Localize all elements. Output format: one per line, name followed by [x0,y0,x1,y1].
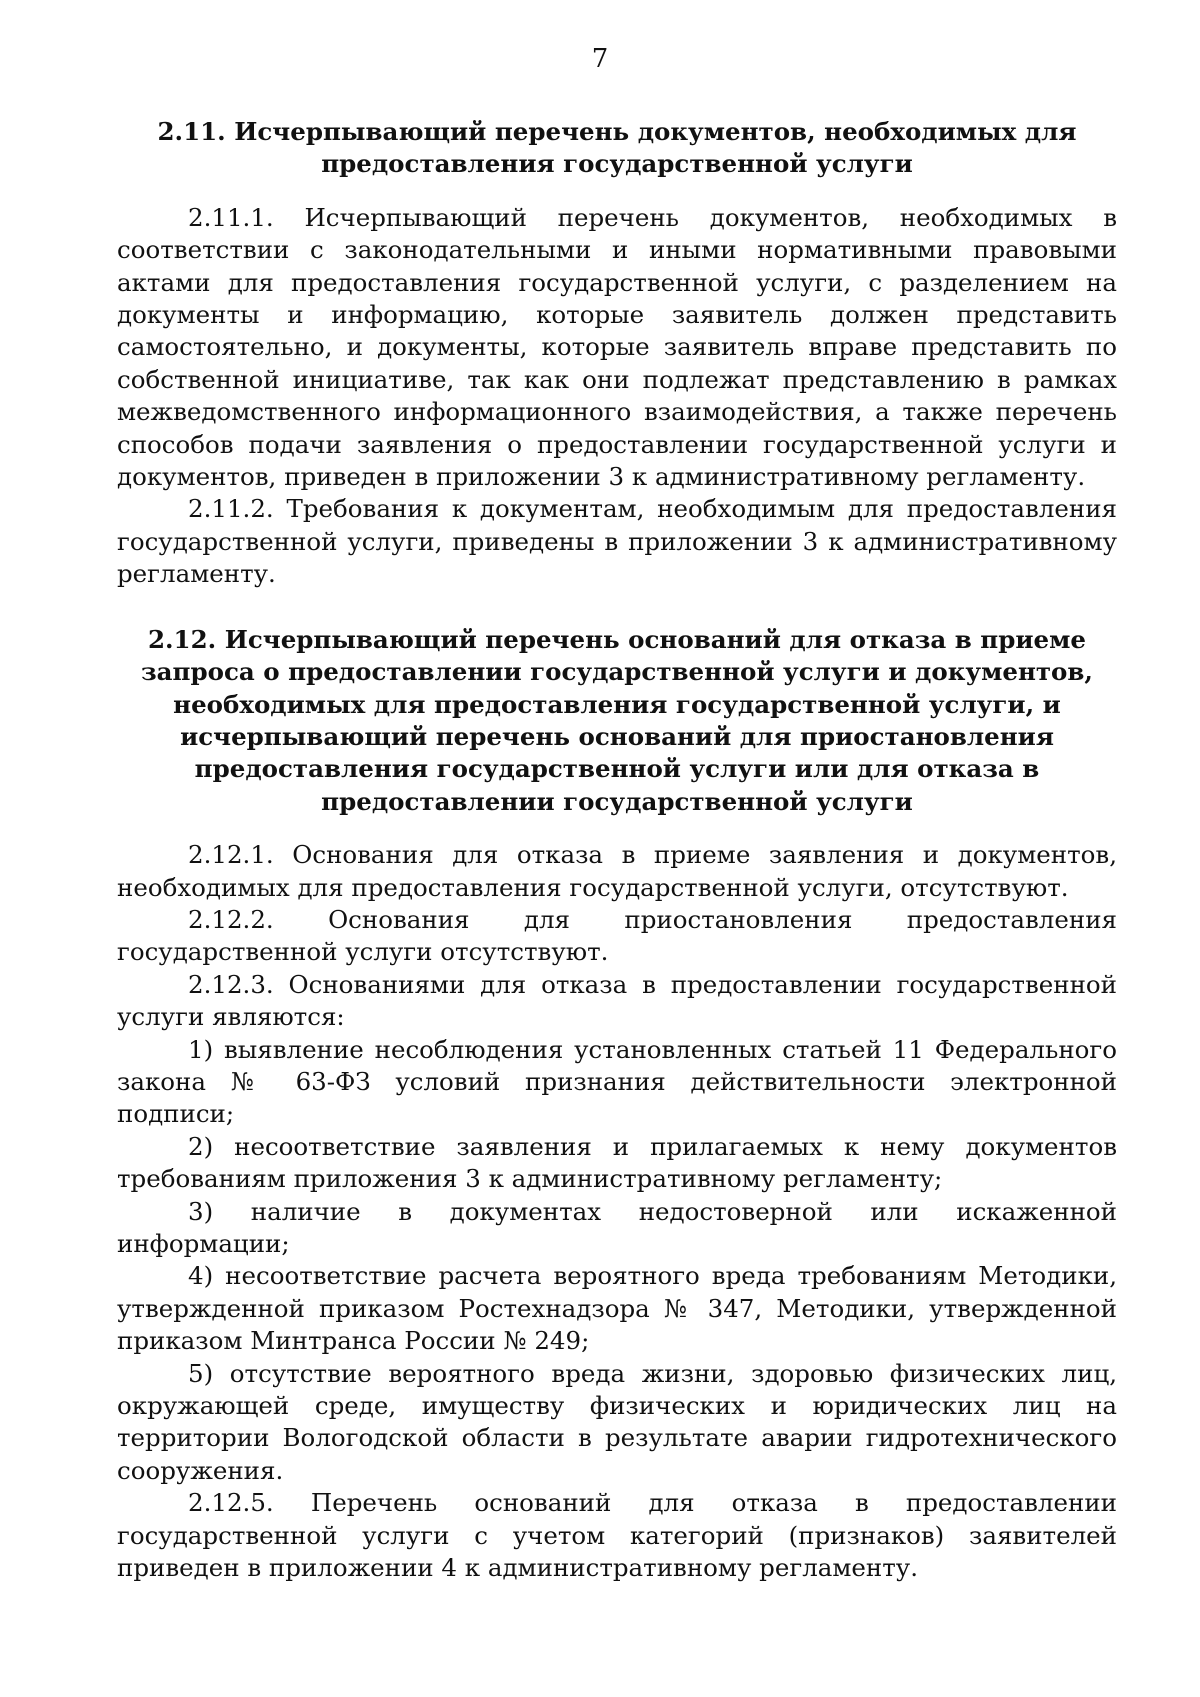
paragraph-2-12-1: 2.12.1. Основания для отказа в приеме заявления и документов, необходимых для предоставления государственной услуги, отсутствуют. [117,840,1117,902]
paragraph-2-11-2: 2.11.2. Требования к документам, необходимым для предоставления государственной услуги, приведены в приложении 3 к административному регламенту. [117,494,1117,589]
document-body [117,116,1117,1584]
paragraph-2-11-1: 2.11.1. Исчерпывающий перечень документов, необходимых в соответствии с законодательными и иными нормативными правовыми актами для предоставления государственной услуги, с разделением на документы и информацию, которые заявитель должен представить самостоятельно, и документы, которые заявитель вправе представить по собственной инициативе, так как они подлежат представлению в рамках межведомственного информационного взаимодействия, а также перечень способов подачи заявления о предоставлении государственной услуги и документов, приведен в приложении 3 к административному регламенту. [117,202,1117,492]
page-number: 7 [591,44,609,74]
list-item-1: 1) выявление несоблюдения установленных статьей 11 Федерального закона № 63-ФЗ условий признания действительности электронной подписи; [117,1034,1117,1129]
list-item-4: 4) несоответствие расчета вероятного вреда требованиям Методики, утвержденной приказом Ростехнадзора № 347, Методики, утвержденной приказом Минтранса России № 249; [117,1261,1117,1356]
paragraph-2-12-2: 2.12.2. Основания для приостановления предоставления государственной услуги отсутствуют. [117,904,1117,967]
paragraph-2-12-5: 2.12.5. Перечень оснований для отказа в предоставлении государственной услуги с учетом категорий (признаков) заявителей приведен в приложении 4 к административному регламенту. [117,1488,1117,1583]
section-heading-2-11: 2.11. Исчерпывающий перечень документов, необходимых для предоставления государственной услуги [157,117,1077,179]
list-item-3: 3) наличие в документах недостоверной или искаженной информации; [117,1196,1117,1258]
section-heading-2-12: 2.12. Исчерпывающий перечень оснований для отказа в приеме запроса о предоставлении государственной услуги и документов, необходимых для предоставления государственной услуги, и исчерпывающий перечень оснований для приостановления предоставления государственной услуги или для отказа в предоставлении государственной услуги [141,624,1093,816]
list-item-5: 5) отсутствие вероятного вреда жизни, здоровью физических лиц, окружающей среде, имуществу физических и юридических лиц на территории Вологодской области в результате аварии гидротехнического сооружения. [117,1358,1117,1485]
list-item-2: 2) несоответствие заявления и прилагаемых к нему документов требованиям приложения 3 к административному регламенту; [117,1131,1117,1194]
paragraph-2-12-3: 2.12.3. Основаниями для отказа в предоставлении государственной услуги являются: [117,969,1117,1032]
